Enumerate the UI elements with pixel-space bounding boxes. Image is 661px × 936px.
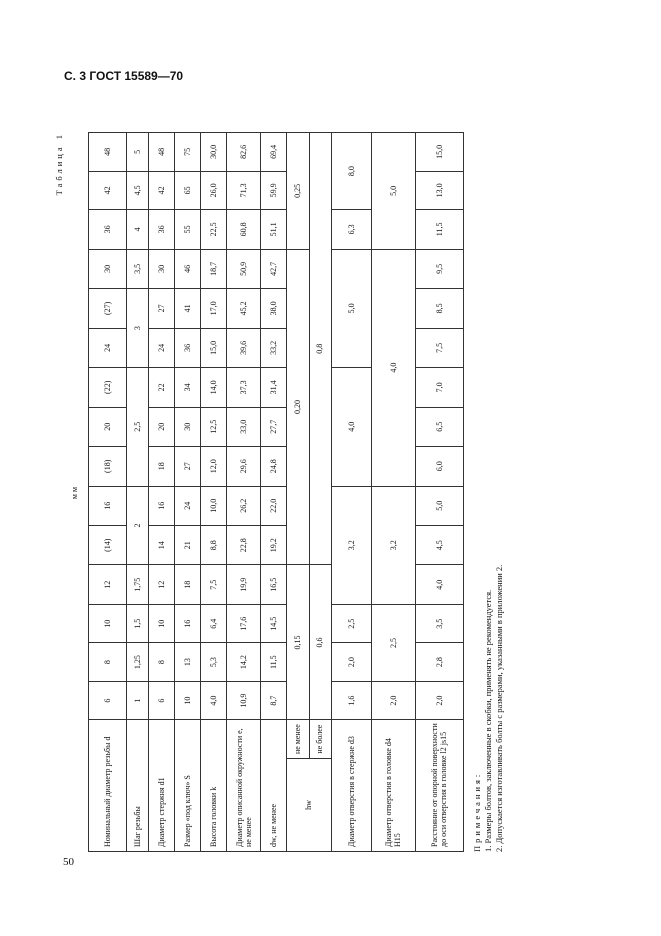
table-cell: 21 (175, 526, 201, 565)
table-row (331, 133, 371, 852)
table-row (89, 133, 127, 852)
row-label: Номинальный диаметр резьбы d (89, 720, 127, 852)
table-cell: 19,9 (227, 565, 261, 604)
table-cell: 19,2 (261, 526, 287, 565)
table-cell: 4,0 (371, 249, 415, 486)
row-label: Расстояние от опорной поверхности до оси отверстия в головке l2 js15 (415, 720, 463, 852)
table-cell: 13 (175, 643, 201, 681)
table-cell: 50,9 (227, 249, 261, 288)
table-row (175, 133, 201, 852)
page-header: С. 3 ГОСТ 15589—70 (64, 69, 184, 83)
table-cell: 7,0 (415, 368, 463, 407)
table-cell: 14,2 (227, 643, 261, 681)
table-cell: 5,3 (201, 643, 227, 681)
table-cell: 2,0 (415, 681, 463, 719)
table-cell: 2 (127, 486, 149, 565)
table-cell: 33,2 (261, 328, 287, 367)
table-cell: 0,6 (309, 565, 331, 720)
table-cell: 18 (149, 447, 175, 486)
col-header: 10 (89, 604, 127, 642)
table-cell: 6,5 (415, 407, 463, 446)
table-cell: 11,5 (261, 643, 287, 681)
table-cell: 3 (127, 289, 149, 368)
row-label: Диаметр отверстия в стержне d3 (331, 720, 371, 852)
table-cell: 3,5 (127, 249, 149, 288)
table-cell: 10,0 (201, 486, 227, 525)
table-cell: 38,0 (261, 289, 287, 328)
page-number: 50 (63, 856, 74, 868)
row-label: Диаметр стержня d1 (149, 720, 175, 852)
table-cell: 7,5 (415, 328, 463, 367)
col-header: 16 (89, 486, 127, 525)
table-cell: 0,8 (309, 133, 331, 565)
table-cell: 8 (149, 643, 175, 681)
table-row (127, 133, 149, 852)
col-header: (22) (89, 368, 127, 407)
row-label: hw (287, 758, 331, 851)
row-label: Высота головки k (201, 720, 227, 852)
table-cell: 22 (149, 368, 175, 407)
table-cell: 82,6 (227, 133, 261, 172)
notes-title: Примечания: (472, 771, 482, 852)
col-header: 8 (89, 643, 127, 681)
row-label: Шаг резьбы (127, 720, 149, 852)
col-header: 12 (89, 565, 127, 604)
table-row (309, 133, 331, 852)
table-cell: 42 (149, 171, 175, 209)
table-cell: 16 (149, 486, 175, 525)
table-cell: 1,25 (127, 643, 149, 681)
table-cell: 1,5 (127, 604, 149, 642)
table-cell: 4,0 (415, 565, 463, 604)
table-cell: 48 (149, 133, 175, 172)
dimensions-table (88, 132, 464, 852)
table-cell: 51,1 (261, 210, 287, 249)
col-header: 20 (89, 407, 127, 446)
table-cell: 15,0 (201, 328, 227, 367)
table-cell: 5 (127, 133, 149, 172)
table-cell: 2,8 (415, 643, 463, 681)
table-cell: 46 (175, 249, 201, 288)
table-cell: 5,0 (371, 133, 415, 250)
table-cell: 71,3 (227, 171, 261, 209)
col-header: 36 (89, 210, 127, 249)
table-cell: 60,8 (227, 210, 261, 249)
table-cell: 34 (175, 368, 201, 407)
table-cell: 18 (175, 565, 201, 604)
table-cell: 26,0 (201, 171, 227, 209)
table-cell: 0,20 (287, 249, 309, 565)
row-label: dw, не менее (261, 720, 287, 852)
table-cell: 37,3 (227, 368, 261, 407)
table-row (201, 133, 227, 852)
table-cell: 7,5 (201, 565, 227, 604)
table-cell: 0,15 (287, 565, 309, 720)
table-cell: 10 (175, 681, 201, 719)
col-header: 24 (89, 328, 127, 367)
table-cell: 45,2 (227, 289, 261, 328)
table-cell: 3,2 (331, 486, 371, 604)
table-cell: 17,0 (201, 289, 227, 328)
table-cell: 9,5 (415, 249, 463, 288)
units-label: мм (70, 484, 79, 500)
table-cell: 15,0 (415, 133, 463, 172)
table-row (227, 133, 261, 852)
table-cell: 27 (175, 447, 201, 486)
table-cell: 20 (149, 407, 175, 446)
table-cell: 12,5 (201, 407, 227, 446)
row-label: Диаметр описанной окружности e, не менее (227, 720, 261, 852)
table-cell: 8,7 (261, 681, 287, 719)
row-label: Размер «под ключ» S (175, 720, 201, 852)
table-cell: 41 (175, 289, 201, 328)
table-cell: 27,7 (261, 407, 287, 446)
table-cell: 4,0 (331, 368, 371, 486)
table-row (371, 133, 415, 852)
table-cell: 22,5 (201, 210, 227, 249)
table-cell: 12 (149, 565, 175, 604)
table-cell: 14,5 (261, 604, 287, 642)
table-cell: 3,5 (415, 604, 463, 642)
table-cell: 29,6 (227, 447, 261, 486)
table-cell: 69,4 (261, 133, 287, 172)
table-cell: 10 (149, 604, 175, 642)
table-cell: 27 (149, 289, 175, 328)
col-header: 6 (89, 681, 127, 719)
col-header: (18) (89, 447, 127, 486)
table-cell: 6,3 (331, 210, 371, 249)
note-item: 2. Допускается изготавливать болты с размерами, указанными в приложении 2. (494, 564, 505, 852)
table-cell: 14 (149, 526, 175, 565)
table-cell: 8,8 (201, 526, 227, 565)
row-label: Диаметр отверстия в головке d4 Н15 (371, 720, 415, 852)
table-row (261, 133, 287, 852)
table-cell: 24 (149, 328, 175, 367)
table-cell: 18,7 (201, 249, 227, 288)
table-cell: 30,0 (201, 133, 227, 172)
col-header: 30 (89, 249, 127, 288)
table-cell: 10,9 (227, 681, 261, 719)
table-cell: 13,0 (415, 171, 463, 209)
table-cell: 33,0 (227, 407, 261, 446)
table-cell: 4,5 (127, 171, 149, 209)
table-cell: 2,5 (331, 604, 371, 642)
rotated-table-block (52, 132, 614, 852)
col-header: (14) (89, 526, 127, 565)
table-cell: 1,75 (127, 565, 149, 604)
table-cell: 30 (175, 407, 201, 446)
table-cell: 12,0 (201, 447, 227, 486)
table-cell: 5,0 (331, 249, 371, 367)
table-cell: 8,5 (415, 289, 463, 328)
table-cell: 6,0 (415, 447, 463, 486)
table-cell: 31,4 (261, 368, 287, 407)
table-cell: 1,6 (331, 681, 371, 719)
table-cell: 24,8 (261, 447, 287, 486)
table-title: Таблица 1 (54, 132, 64, 196)
table-cell: 22,0 (261, 486, 287, 525)
table-cell: 1 (127, 681, 149, 719)
table-cell: 30 (149, 249, 175, 288)
table-cell: 26,2 (227, 486, 261, 525)
table-cell: 22,8 (227, 526, 261, 565)
table-cell: 2,5 (127, 368, 149, 486)
table-cell: 24 (175, 486, 201, 525)
table-cell: 2,5 (371, 604, 415, 681)
table-cell: 42,7 (261, 249, 287, 288)
table-cell: 14,0 (201, 368, 227, 407)
notes (472, 565, 505, 852)
table-row (287, 133, 309, 852)
table-cell: 16,5 (261, 565, 287, 604)
col-header: 42 (89, 171, 127, 209)
table-cell: 2,0 (331, 643, 371, 681)
table-cell: 6 (149, 681, 175, 719)
table-cell: 0,25 (287, 133, 309, 250)
table-cell: 75 (175, 133, 201, 172)
table-cell: 11,5 (415, 210, 463, 249)
table-cell: 3,2 (371, 486, 415, 604)
table-row (149, 133, 175, 852)
table-cell: 8,0 (331, 133, 371, 210)
table-cell: 4,0 (201, 681, 227, 719)
note-item: 1. Размеры болтов, заключенные в скобки, применять не рекомендуется. (483, 589, 494, 852)
table-cell: 17,6 (227, 604, 261, 642)
table-cell: 16 (175, 604, 201, 642)
table-cell: 4,5 (415, 526, 463, 565)
col-header: 48 (89, 133, 127, 172)
table-cell: 39,6 (227, 328, 261, 367)
table-cell: 4 (127, 210, 149, 249)
table-cell: 59,9 (261, 171, 287, 209)
table-cell: 6,4 (201, 604, 227, 642)
table-row (415, 133, 463, 852)
col-header: (27) (89, 289, 127, 328)
table-cell: 36 (175, 328, 201, 367)
table-cell: 55 (175, 210, 201, 249)
row-sublabel: не более (309, 720, 331, 758)
table-cell: 36 (149, 210, 175, 249)
table-cell: 65 (175, 171, 201, 209)
row-sublabel: не менее (287, 720, 309, 758)
table-cell: 5,0 (415, 486, 463, 525)
table-cell: 2,0 (371, 681, 415, 719)
